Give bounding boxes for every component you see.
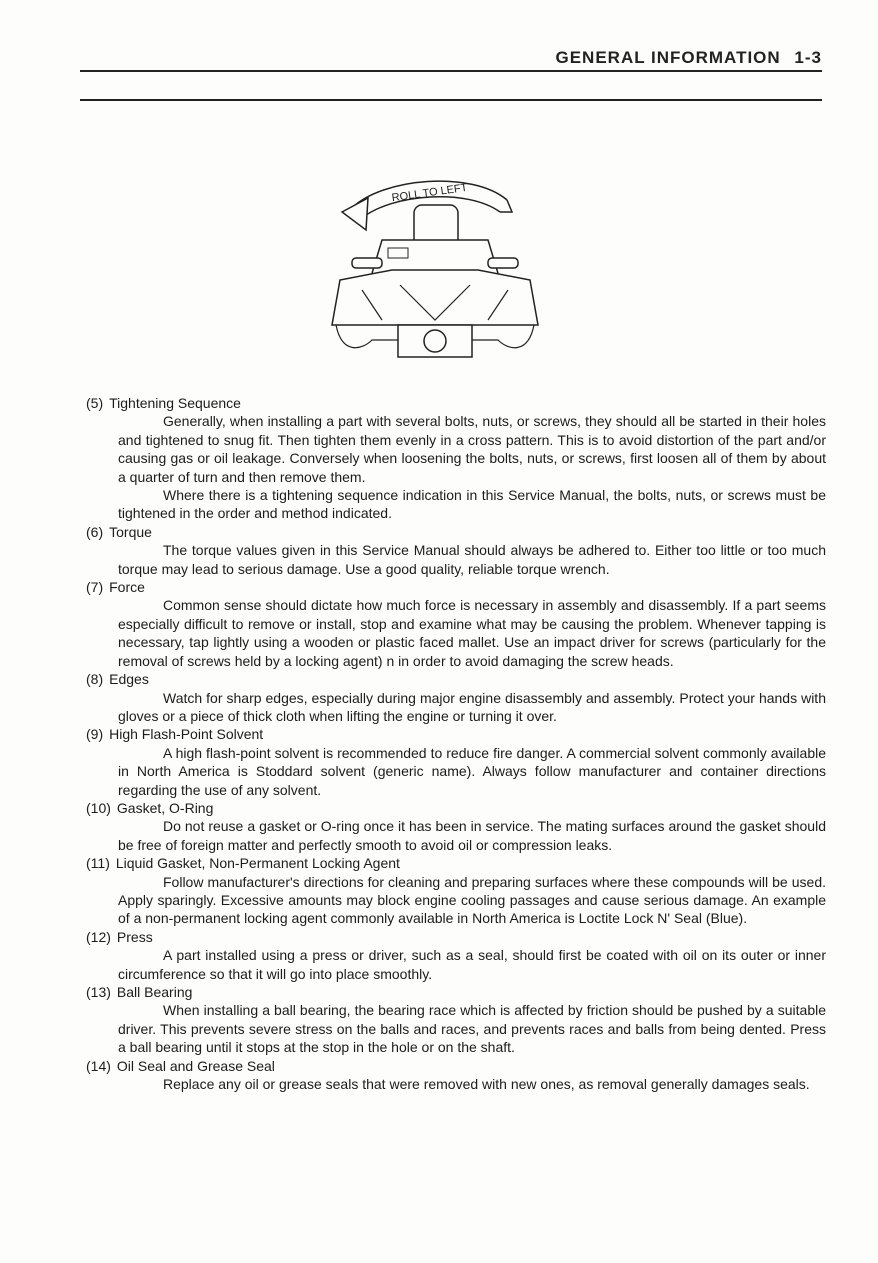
roll-label: ROLL TO LEFT xyxy=(391,181,469,205)
header-title: GENERAL INFORMATION xyxy=(555,48,781,67)
section-number: (12) xyxy=(86,928,111,945)
section-high-flash-point-solvent xyxy=(86,725,826,799)
section-title: Tightening Sequence xyxy=(109,395,241,411)
section-edges xyxy=(86,670,826,725)
roll-arrow-head xyxy=(342,198,368,230)
paragraph: Common sense should dictate how much force is necessary in assembly and disassembly. If a part seems especially difficult to remove or install, stop and examine what may be causing the problem. Whenever tapping is necessary, tap lightly using a wooden or plastic faced mallet. Use an impact driver for screws (particularly for the removal of screws held by a locking agent) n in order to avoid damaging the screw heads. xyxy=(118,597,826,669)
section-title: Edges xyxy=(109,671,149,688)
section-number: (11) xyxy=(86,855,110,872)
section-title: Press xyxy=(116,928,153,945)
section-number: (5) xyxy=(86,395,104,411)
paragraph: Where there is a tightening sequence indication in this Service Manual, the bolts, nuts, or screws must be tightened in the order and method indicated. xyxy=(118,487,826,522)
section-number: (7) xyxy=(86,579,104,596)
page-header xyxy=(555,48,822,68)
section-gasket-o-ring xyxy=(86,799,826,854)
jet-ski-roll-illustration xyxy=(322,160,548,360)
header-rule-bottom xyxy=(80,99,822,101)
section-title: Oil Seal and Grease Seal xyxy=(116,1057,275,1074)
section-force xyxy=(86,578,826,670)
document-body xyxy=(86,394,826,1093)
section-number: (13) xyxy=(86,984,111,1000)
jet-nozzle-icon xyxy=(424,330,446,352)
section-title: Torque xyxy=(109,523,152,540)
paragraph: The torque values given in this Service Manual should always be adhered to. Either too little or too much torque may lead to serious damage. Use a good quality, reliable torque wrench. xyxy=(118,542,826,577)
section-oil-seal-grease-seal xyxy=(86,1057,826,1094)
section-title: Gasket, O-Ring xyxy=(116,799,214,816)
paragraph: When installing a ball bearing, the bearing race which is affected by friction should be pushed by a suitable driver. This prevents severe stress on the balls and races, and prevents races and balls from being dented. Press a ball bearing until it stops at the stop in the hole or on the shaft. xyxy=(118,1002,826,1056)
paragraph: Generally, when installing a part with several bolts, nuts, or screws, they should all be started in their holes and tightened to snug fit. Then tighten them evenly in a cross pattern. This is to avoid distortion of the part and/or causing gas or oil leakage. Conversely when loosening the bolts, nuts, or screws, first loosen all of them by about a quarter of turn and then remove them. xyxy=(118,413,826,485)
section-press xyxy=(86,928,826,983)
paragraph: Do not reuse a gasket or O-ring once it has been in service. The mating surfaces around the gasket should be free of foreign matter and perfectly smooth to avoid oil or compression leaks. xyxy=(118,818,826,853)
hull-icon xyxy=(332,270,538,325)
section-ball-bearing xyxy=(86,983,826,1057)
paragraph: A part installed using a press or driver, such as a seal, should first be coated with oil on its outer or inner circumference so that it will go into place smoothly. xyxy=(118,947,826,982)
section-torque xyxy=(86,523,826,578)
section-title: Force xyxy=(109,579,145,596)
left-grip-icon xyxy=(352,258,382,268)
section-liquid-gasket xyxy=(86,854,826,928)
section-tightening-sequence xyxy=(86,394,826,523)
section-number: (10) xyxy=(86,799,111,816)
paragraph: Watch for sharp edges, especially during major engine disassembly and assembly. Protect your hands with gloves or a piece of thick cloth when lifting the engine or turning it over. xyxy=(118,689,826,724)
section-title: High Flash-Point Solvent xyxy=(109,726,264,743)
paragraph: A high flash-point solvent is recommended to reduce fire danger. A commercial solvent commonly available in North America is Stoddard solvent (generic name). Always follow manufacturer and container directions regarding the use of any solvent. xyxy=(118,744,826,798)
section-number: (14) xyxy=(86,1057,111,1074)
section-title: Ball Bearing xyxy=(116,984,193,1000)
header-rule-top xyxy=(80,70,822,72)
section-number: (6) xyxy=(86,523,104,540)
paragraph: Replace any oil or grease seals that were removed with new ones, as removal generally damages seals. xyxy=(163,1076,810,1093)
paragraph: Follow manufacturer's directions for cleaning and preparing surfaces where these compounds will be used. Apply sparingly. Excessive amounts may block engine cooling passages and cause serious damage. An example of a non-permanent locking agent commonly available in North America is Loctite Lock N' Seal (Blue). xyxy=(118,873,826,927)
right-grip-icon xyxy=(488,258,518,268)
section-title: Liquid Gasket, Non-Permanent Locking Agent xyxy=(115,855,400,872)
page-number: 1-3 xyxy=(794,48,822,67)
section-number: (8) xyxy=(86,671,104,688)
section-number: (9) xyxy=(86,726,104,743)
